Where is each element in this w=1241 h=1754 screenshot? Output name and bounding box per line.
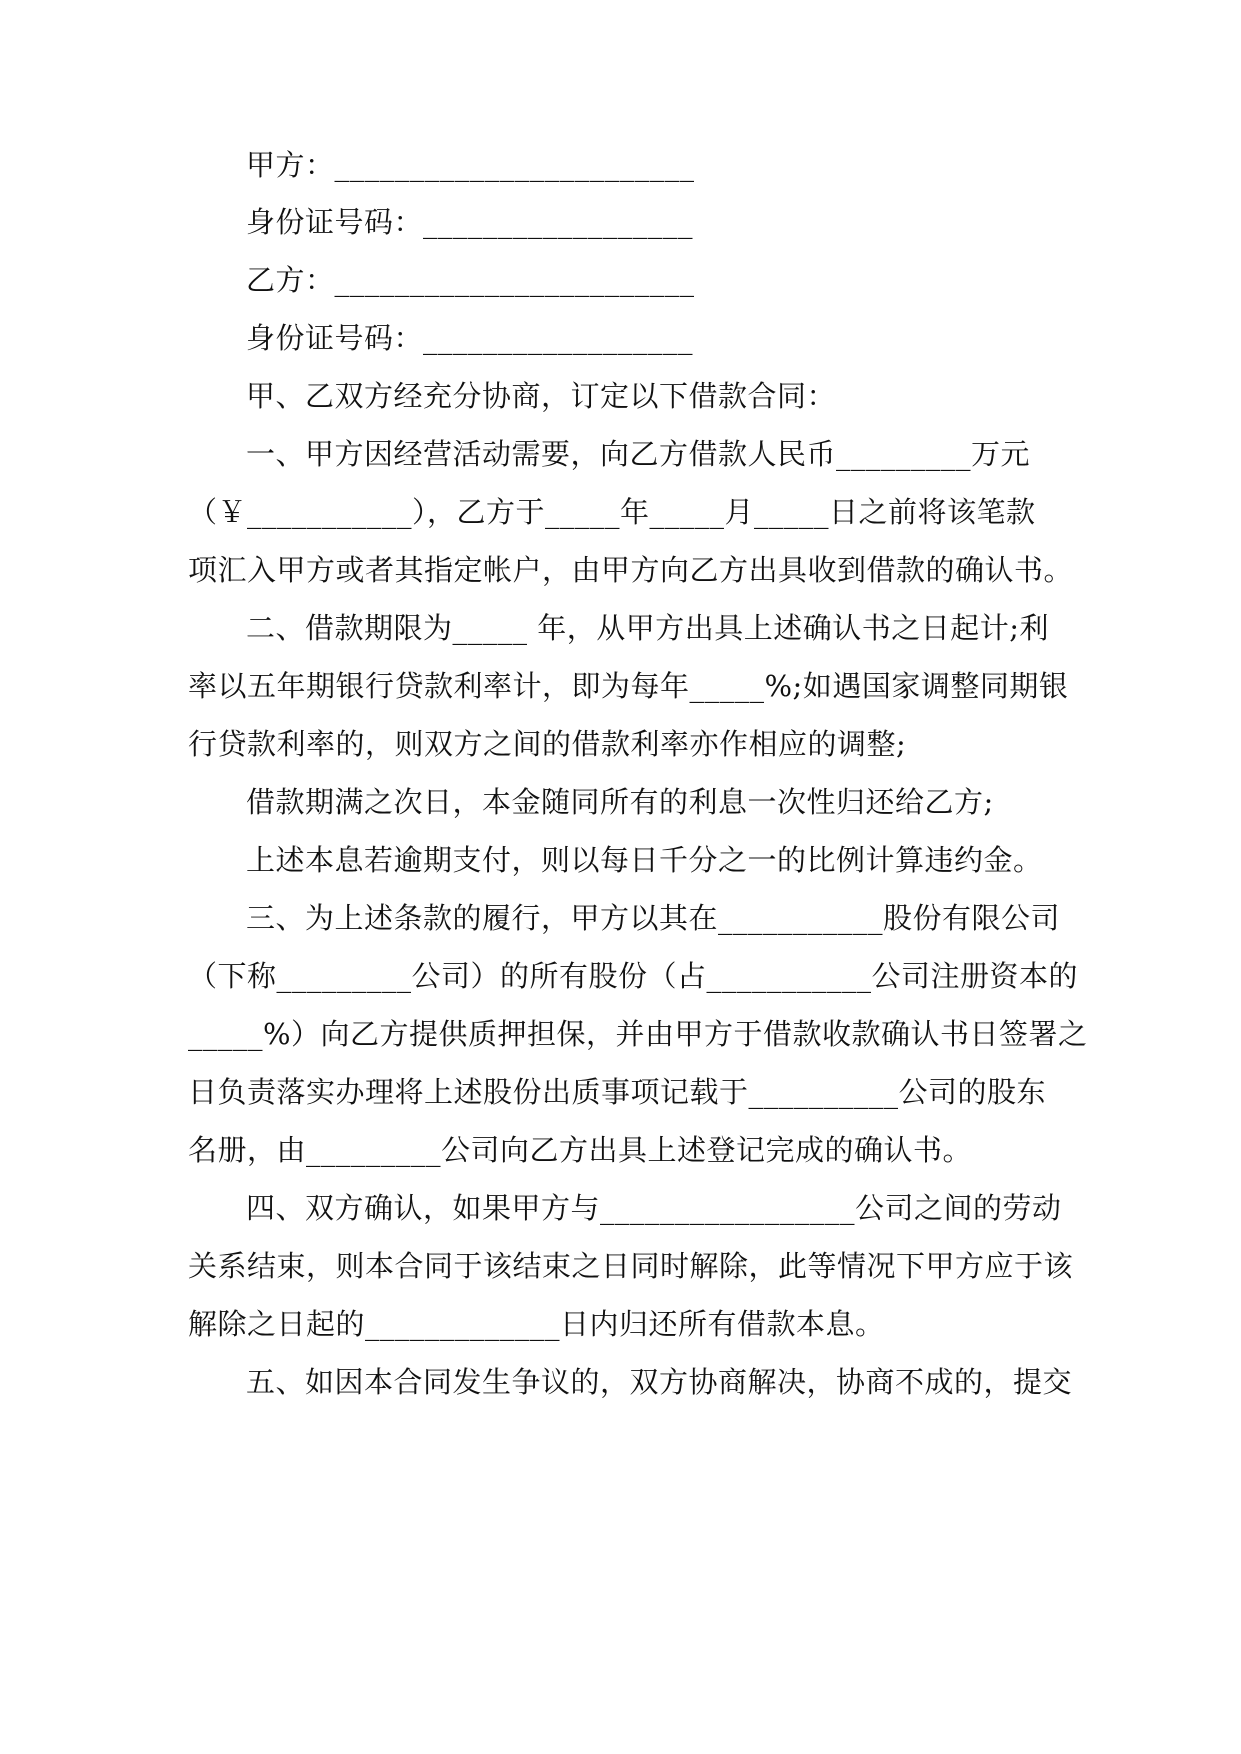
clause-3-line-3: _____%）向乙方提供质押担保，并由甲方于借款收款确认书日签署之 xyxy=(188,1017,1088,1051)
clause-2-line-2: 率以五年期银行贷款利率计，即为每年_____%;如遇国家调整同期银 xyxy=(188,669,1069,703)
clause-2-line-1: 二、借款期限为_____ 年，从甲方出具上述确认书之日起计;利 xyxy=(246,611,1049,645)
clause-4-line-3: 解除之日起的_____________日内归还所有借款本息。 xyxy=(188,1307,885,1341)
clause-1-line-2: （￥___________），乙方于_____年_____月_____日之前将该笔款 xyxy=(188,495,1036,529)
clause-3-line-4: 日负责落实办理将上述股份出质事项记载于__________公司的股东 xyxy=(188,1075,1047,1109)
party-a-id-line: 身份证号码：__________________ xyxy=(246,205,694,239)
party-a-line: 甲方：________________________ xyxy=(246,148,695,182)
party-b-line: 乙方：________________________ xyxy=(246,263,695,297)
clause-2-line-3: 行贷款利率的，则双方之间的借款利率亦作相应的调整; xyxy=(188,727,907,761)
clause-3-line-5: 名册，由_________公司向乙方出具上述登记完成的确认书。 xyxy=(188,1133,973,1167)
clause-1-line-1: 一、甲方因经营活动需要，向乙方借款人民币_________万元 xyxy=(246,437,1031,471)
penalty-line: 上述本息若逾期支付，则以每日千分之一的比例计算违约金。 xyxy=(246,843,1043,877)
clause-1-line-3: 项汇入甲方或者其指定帐户，由甲方向乙方出具收到借款的确认书。 xyxy=(188,553,1074,587)
clause-4-line-1: 四、双方确认，如果甲方与_________________公司之间的劳动 xyxy=(246,1191,1062,1225)
clause-4-line-2: 关系结束，则本合同于该结束之日同时解除，此等情况下甲方应于该 xyxy=(188,1249,1074,1283)
party-b-id-line: 身份证号码：__________________ xyxy=(246,321,694,355)
clause-3-line-2: （下称_________公司）的所有股份（占___________公司注册资本的 xyxy=(188,959,1079,993)
repayment-line: 借款期满之次日，本金随同所有的利息一次性归还给乙方; xyxy=(246,785,994,819)
preamble-line: 甲、乙双方经充分协商，订定以下借款合同： xyxy=(246,379,837,413)
clause-5-line-1: 五、如因本合同发生争议的，双方协商解决，协商不成的，提交 xyxy=(246,1365,1073,1399)
clause-3-line-1: 三、为上述条款的履行，甲方以其在___________股份有限公司 xyxy=(246,901,1061,935)
